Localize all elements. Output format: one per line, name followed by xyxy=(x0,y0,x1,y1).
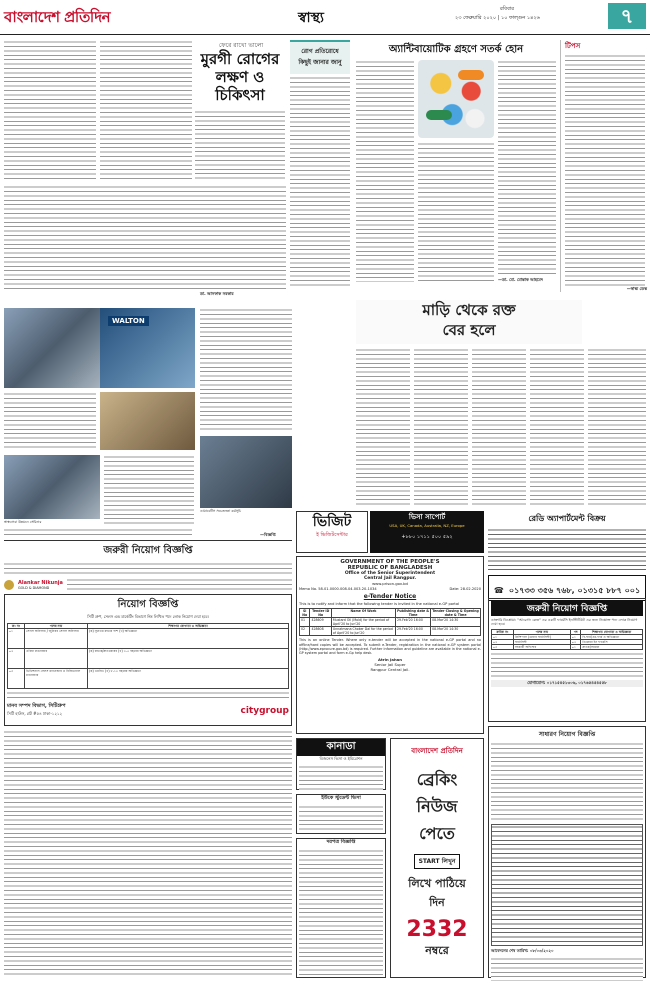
citygroup-logo: citygroup xyxy=(240,705,289,716)
ad-apartment[interactable] xyxy=(488,513,646,595)
govt-cell: 428609 xyxy=(310,618,331,627)
ad-visit-title: ভিজিট xyxy=(312,514,352,530)
govt-th: Publishing date & Time xyxy=(397,609,430,618)
govt-th: Tender ID No xyxy=(310,609,331,618)
photo-caption-left: স্বাস্থ্যসেবা উন্নয়নে সেমিনার xyxy=(4,520,42,524)
page-number: ৭ xyxy=(608,3,646,29)
jobs-cell: ডিপ্লোমা ইন ফার্মেসি xyxy=(581,639,643,644)
govt-tender-table xyxy=(299,608,481,636)
govt-line2: REPUBLIC OF BANGLADESH xyxy=(347,565,433,571)
antibiotic-body-right xyxy=(498,60,556,275)
ad-recruit-footer-company: মানব সম্পদ বিভাগ, সিটিগ্রুপ xyxy=(7,703,66,709)
pill-icon xyxy=(418,60,494,138)
poultry-headline xyxy=(195,50,285,104)
jobs-cell: ০১ xyxy=(570,634,580,639)
pills-image xyxy=(418,60,494,138)
govt-line1: GOVERNMENT OF THE PEOPLE'S xyxy=(340,559,440,565)
event-photo-1 xyxy=(4,308,100,388)
govt-memo: Memo No. 58.01.0000.008.04.003.20-1034 xyxy=(299,587,377,591)
ad-canada-sub: বিজনেস ভিসা ও ইমিগ্রেশন xyxy=(319,756,363,761)
table-row xyxy=(492,644,643,649)
ad-jobs-left-address xyxy=(67,578,292,592)
govt-cell: 428608 xyxy=(310,627,331,636)
poultry-article-body-2 xyxy=(100,40,192,180)
ad-general-notice xyxy=(488,726,646,978)
ad-canada-title: কানাডা xyxy=(297,739,385,756)
antibiotic-body-mid xyxy=(418,142,494,282)
photo-caption-right: ডায়াবেটিস সচেতনতা কর্মসূচি xyxy=(200,509,242,513)
ad-visa-support-phone: +৮৮০ ১৭১১ ৫০০ ৫৯২ xyxy=(401,534,453,540)
ad-jobs-left-company: Alankar Nikunja xyxy=(18,580,63,586)
recruit-cell: ডিভিশনাল সেলস ম্যানেজার ও রিজিওনাল ম্যানেজার xyxy=(25,669,88,689)
bottom-left-body xyxy=(4,730,292,978)
govt-signatory-office: Rangpur Central Jail. xyxy=(370,667,410,673)
antibiotic-body-left xyxy=(356,60,414,282)
tips-title: টিপস xyxy=(565,42,581,50)
jobs-cell: ০৩ xyxy=(492,644,514,649)
ad-student-title: ইউকে স্টুডেন্ট ভিসা xyxy=(321,795,361,801)
issue-date: ২৩ ফেব্রুয়ারি ২০২০ | ১০ ফাল্গুন ১৪২৬ xyxy=(455,15,540,21)
news-kicker xyxy=(4,297,104,305)
recruit-th: শিক্ষাগত যোগ্যতা ও অভিজ্ঞতা xyxy=(88,624,289,629)
header-rule xyxy=(0,34,650,35)
govt-cell: 01 xyxy=(300,618,310,627)
poultry-article-body-3 xyxy=(195,110,285,180)
table-row xyxy=(300,618,481,627)
table-row xyxy=(300,627,481,636)
jobs-th: পদ xyxy=(570,629,580,634)
govt-signatory-title: Senior Jail Super xyxy=(374,662,406,668)
ad-apartment-title: রেডি অ্যাপার্টমেন্ট বিক্রয় xyxy=(528,514,606,523)
event-photo-4 xyxy=(200,436,292,508)
disease-title-2: কিছুই জানার জানু xyxy=(298,59,342,66)
news-body-c xyxy=(4,528,192,538)
news-body-a xyxy=(4,392,96,450)
ad-student[interactable] xyxy=(296,794,386,834)
masthead xyxy=(0,0,650,34)
poultry-headline-line3: চিকিৎসা xyxy=(215,86,265,104)
ad-jobs-left xyxy=(4,540,292,591)
govt-line4: Central Jail Rangpur. xyxy=(363,576,417,581)
poultry-byline: ডা. আসফাক সরকার xyxy=(200,291,234,296)
issue-day: রবিবার xyxy=(500,6,514,12)
govt-intro: This is to notify and inform that the following tender is invited in the national e-GP portal xyxy=(299,602,460,606)
gum-headline-line2: বের হলে xyxy=(442,321,496,339)
ad-student-body xyxy=(299,805,383,831)
breaking-line3: পেতে xyxy=(419,824,455,843)
recruit-cell: (ক) এমবিএ (খ) ৮-১২ বছরের অভিজ্ঞতা xyxy=(88,669,289,689)
ad-apartment-phone-number: ০১৭৩৩ ৩৫৬ ৭৬৮, ০১৩১৫ ৮৮৭ ০০১ xyxy=(508,586,641,595)
ad-visit[interactable] xyxy=(296,511,368,553)
tips-byline: —স্বাস্থ্য ডেস্ক xyxy=(626,286,647,291)
breaking-line4: লিখে পাঠিয়ে xyxy=(408,877,466,890)
table-row xyxy=(8,629,289,649)
jobs-th: শিক্ষাগত যোগ্যতা ও অভিজ্ঞতা xyxy=(581,629,643,634)
ad-jobs-right-table xyxy=(491,629,643,650)
event-photo-3 xyxy=(4,455,100,519)
recruit-cell: সেলস অফিসার / জুনিয়র সেলস অফিসার xyxy=(25,629,88,649)
breaking-line2: নিউজ xyxy=(416,797,458,816)
news-body-mid xyxy=(200,308,292,432)
ad-visa-support[interactable] xyxy=(370,511,484,553)
govt-cell: Mustard Oil (Mold) for the period of April'20 to Jun'20 xyxy=(331,618,395,627)
ad-recruit-sub: সিটি গ্রুপ, সেলস এন্ড মার্কেটিং বিভাগে নিম্ন লিখিত পদে লোক নিয়োগ দেয়া হবে। xyxy=(87,614,209,619)
gum-body-3 xyxy=(472,348,526,508)
recruit-th: পদের নাম xyxy=(25,624,88,629)
govt-website[interactable]: www.prison.gov.bd xyxy=(372,581,408,586)
breaking-number: 2332 xyxy=(406,917,468,942)
alankar-logo-icon xyxy=(4,580,14,590)
ad-notice-title: সাধারণ নিয়োগ বিজ্ঞপ্তি xyxy=(538,731,596,738)
govt-th: Name Of Work xyxy=(331,609,395,618)
phone-icon: ☎ xyxy=(493,586,504,595)
govt-tender-notice xyxy=(296,556,484,734)
govt-cell: 08.Mar'20 14:30 xyxy=(431,618,481,627)
ad-jobs-right-sub: ডাক্তারি ডিপ্লোমা: "আরোগ্য কেন্দ্র" এর একটি ফার্মেসি ইনস্টিটিউট এর জন্য নিম্নোক্ত পদে লোক নিয়োগ দেয়া হবে। xyxy=(491,618,638,627)
ad-apartment-body xyxy=(488,528,646,572)
antibiotic-byline: —ডা. মো. মোস্তাক আহমেদ xyxy=(498,277,543,282)
antibiotic-headline: অ্যান্টিবায়োটিক গ্রহণে সতর্ক হোন xyxy=(388,44,524,55)
ad-visa-processing[interactable] xyxy=(390,553,484,554)
ad-recruit-footer-address: সিটি হাউস, প্লট #৫৪ ঢাকা-১২১২ xyxy=(7,711,63,716)
breaking-logo: বাংলাদেশ প্রতিদিন xyxy=(411,747,463,755)
section-title: স্বাস্থ্য xyxy=(298,10,324,26)
disease-box xyxy=(290,40,350,74)
ad-notice-footer xyxy=(491,957,643,981)
ad-recruit-body xyxy=(7,691,289,701)
ad-tenders-small-title: দরপত্র বিজ্ঞপ্তি xyxy=(326,839,356,845)
poultry-headline-line2: লক্ষণ ও xyxy=(215,68,265,86)
govt-date: Date: 28.02.2020 xyxy=(449,587,481,591)
ad-visit-domain: ই ভিজিটসেন্টার xyxy=(316,532,348,538)
govt-signatory: Atrin Jahan xyxy=(378,657,402,663)
govt-cell: 29.Feb'20 16:00 xyxy=(396,627,431,636)
ad-recruit xyxy=(4,594,292,726)
news-body-b xyxy=(104,455,194,525)
poultry-article-body xyxy=(4,40,96,180)
govt-line3: Office of the Senior Superintendent xyxy=(344,571,436,576)
poultry-article-body-wide xyxy=(4,185,286,290)
ad-breaking-news[interactable] xyxy=(390,738,484,978)
ad-canada[interactable] xyxy=(296,738,386,790)
jobs-th: ক্রমিক নং xyxy=(492,629,514,634)
jobs-cell: সহকারী অফিসার xyxy=(513,644,570,649)
walton-photo xyxy=(100,308,195,388)
jobs-cell: ০১ xyxy=(492,634,514,639)
table-row xyxy=(8,649,289,669)
gum-headline-line1: মাড়ি থেকে রক্ত xyxy=(422,301,516,319)
breaking-line6: নম্বরে xyxy=(425,944,449,957)
govt-cell: Unnatmana Choker Dal for the period of April'20 to Jun'20 xyxy=(331,627,395,636)
govt-th: Tender Closing & Opening date & Time xyxy=(432,609,479,618)
ad-jobs-right-contact: যোগাযোগ: ০১৭১৫৪৫১৩০৬, ০১৭৬৫৪৫৪৫৫৮ xyxy=(491,680,643,687)
tips-box xyxy=(560,40,647,292)
recruit-cell: ০১ xyxy=(8,629,25,649)
recruit-th: ক্র: নং xyxy=(8,624,25,629)
ad-notice-table xyxy=(491,824,643,946)
gum-headline xyxy=(356,300,582,344)
recruit-cell: (ক) স্নাতক/স্নাতকোত্তর (খ) ৩-৫ বছরের অভিজ্ঞতা xyxy=(88,649,289,669)
breaking-line5: দিন xyxy=(429,896,445,909)
disease-article-body xyxy=(290,76,350,286)
breaking-start: START লিখুন xyxy=(414,854,461,869)
ad-tenders-small xyxy=(296,838,386,978)
jobs-cell: ফার্মাসিস্ট xyxy=(513,639,570,644)
govt-footer: This is an online Tender. Where only e-tender will be accepted in the national e-GP portal and no offline/hard copies will be accepted. To submit e-Tender, registration in the national e-GP system portal (http://www.eprocure.gov.bd) is required. Further information and guideline are available in the national e-GP system portal and form e-Gp help desk. xyxy=(299,638,481,656)
ad-visa-support-title: ভিসা সাপোর্ট xyxy=(408,513,446,521)
govt-notice-title: e-Tender Notice xyxy=(363,593,417,600)
ad-jobs-left-tagline: GOLD & DIAMOND xyxy=(18,586,50,590)
ad-canada-body xyxy=(299,765,383,791)
poultry-kicker: ফেরে রাখো ভালো xyxy=(218,42,264,49)
ad-recruit-title: নিয়োগ বিজ্ঞপ্তি xyxy=(117,599,179,610)
ad-visa-support-countries: USA, UK, Canada, Australia, NZ, Europe xyxy=(389,523,465,528)
jobs-cell: ০২ xyxy=(570,639,580,644)
breaking-line1: ব্রেকিং xyxy=(416,770,458,789)
recruit-cell: ০২ xyxy=(8,649,25,669)
poultry-headline-line1: মুরগী রোগের xyxy=(200,50,280,68)
jobs-cell: বি.ফার্ম/এম.ফার্ম ও অভিজ্ঞতা xyxy=(581,634,643,639)
table-row xyxy=(8,669,289,689)
disease-title-1: রোগ প্রতিরোধে xyxy=(301,48,339,55)
jobs-cell: ০২ xyxy=(492,639,514,644)
govt-cell: 08.Mar'20 14:30 xyxy=(431,627,481,636)
ad-jobs-left-body xyxy=(4,562,292,576)
govt-th: Sl No xyxy=(300,609,310,618)
ad-notice-sub: আবেদনের শেষ তারিখ: ০৮/০৩/২০২০ xyxy=(491,948,554,953)
recruit-cell: এরিয়া ম্যানেজার xyxy=(25,649,88,669)
ad-jobs-right-body xyxy=(491,652,643,680)
tips-body xyxy=(565,54,645,286)
walton-banner: WALTON xyxy=(108,316,149,326)
newspaper-logo[interactable]: বাংলাদেশ প্রতিদিন xyxy=(4,8,111,26)
gum-body-1 xyxy=(356,348,410,508)
event-photo-2 xyxy=(100,392,195,450)
jobs-cell: প্রিন্সিপাল (চেয়ার ফার্মাসিস্ট) xyxy=(513,634,570,639)
ad-recruit-table xyxy=(7,623,289,689)
recruit-cell: ০৩ xyxy=(8,669,25,689)
ad-jobs-right xyxy=(488,598,646,722)
recruit-cell: (ক) ন্যূনতম স্নাতক পাশ (খ) অভিজ্ঞতা xyxy=(88,629,289,649)
gum-body-5 xyxy=(588,348,646,508)
jobs-th: পদের নাম xyxy=(513,629,570,634)
govt-cell: 29.Feb'20 16:00 xyxy=(396,618,431,627)
jobs-cell: স্নাতক/সমমান xyxy=(581,644,643,649)
gum-body-4 xyxy=(530,348,584,508)
news-byline: —বিজ্ঞপ্তি xyxy=(260,532,276,537)
ad-notice-body xyxy=(491,742,643,822)
govt-cell: 02 xyxy=(300,627,310,636)
jobs-cell: ০১ xyxy=(570,644,580,649)
gum-body-2 xyxy=(414,348,468,508)
ad-jobs-right-title: জরুরী নিয়োগ বিজ্ঞপ্তি xyxy=(491,601,643,616)
ad-tenders-small-body xyxy=(299,849,383,975)
ad-jobs-left-title: জরুরী নিয়োগ বিজ্ঞপ্তি xyxy=(103,545,193,556)
